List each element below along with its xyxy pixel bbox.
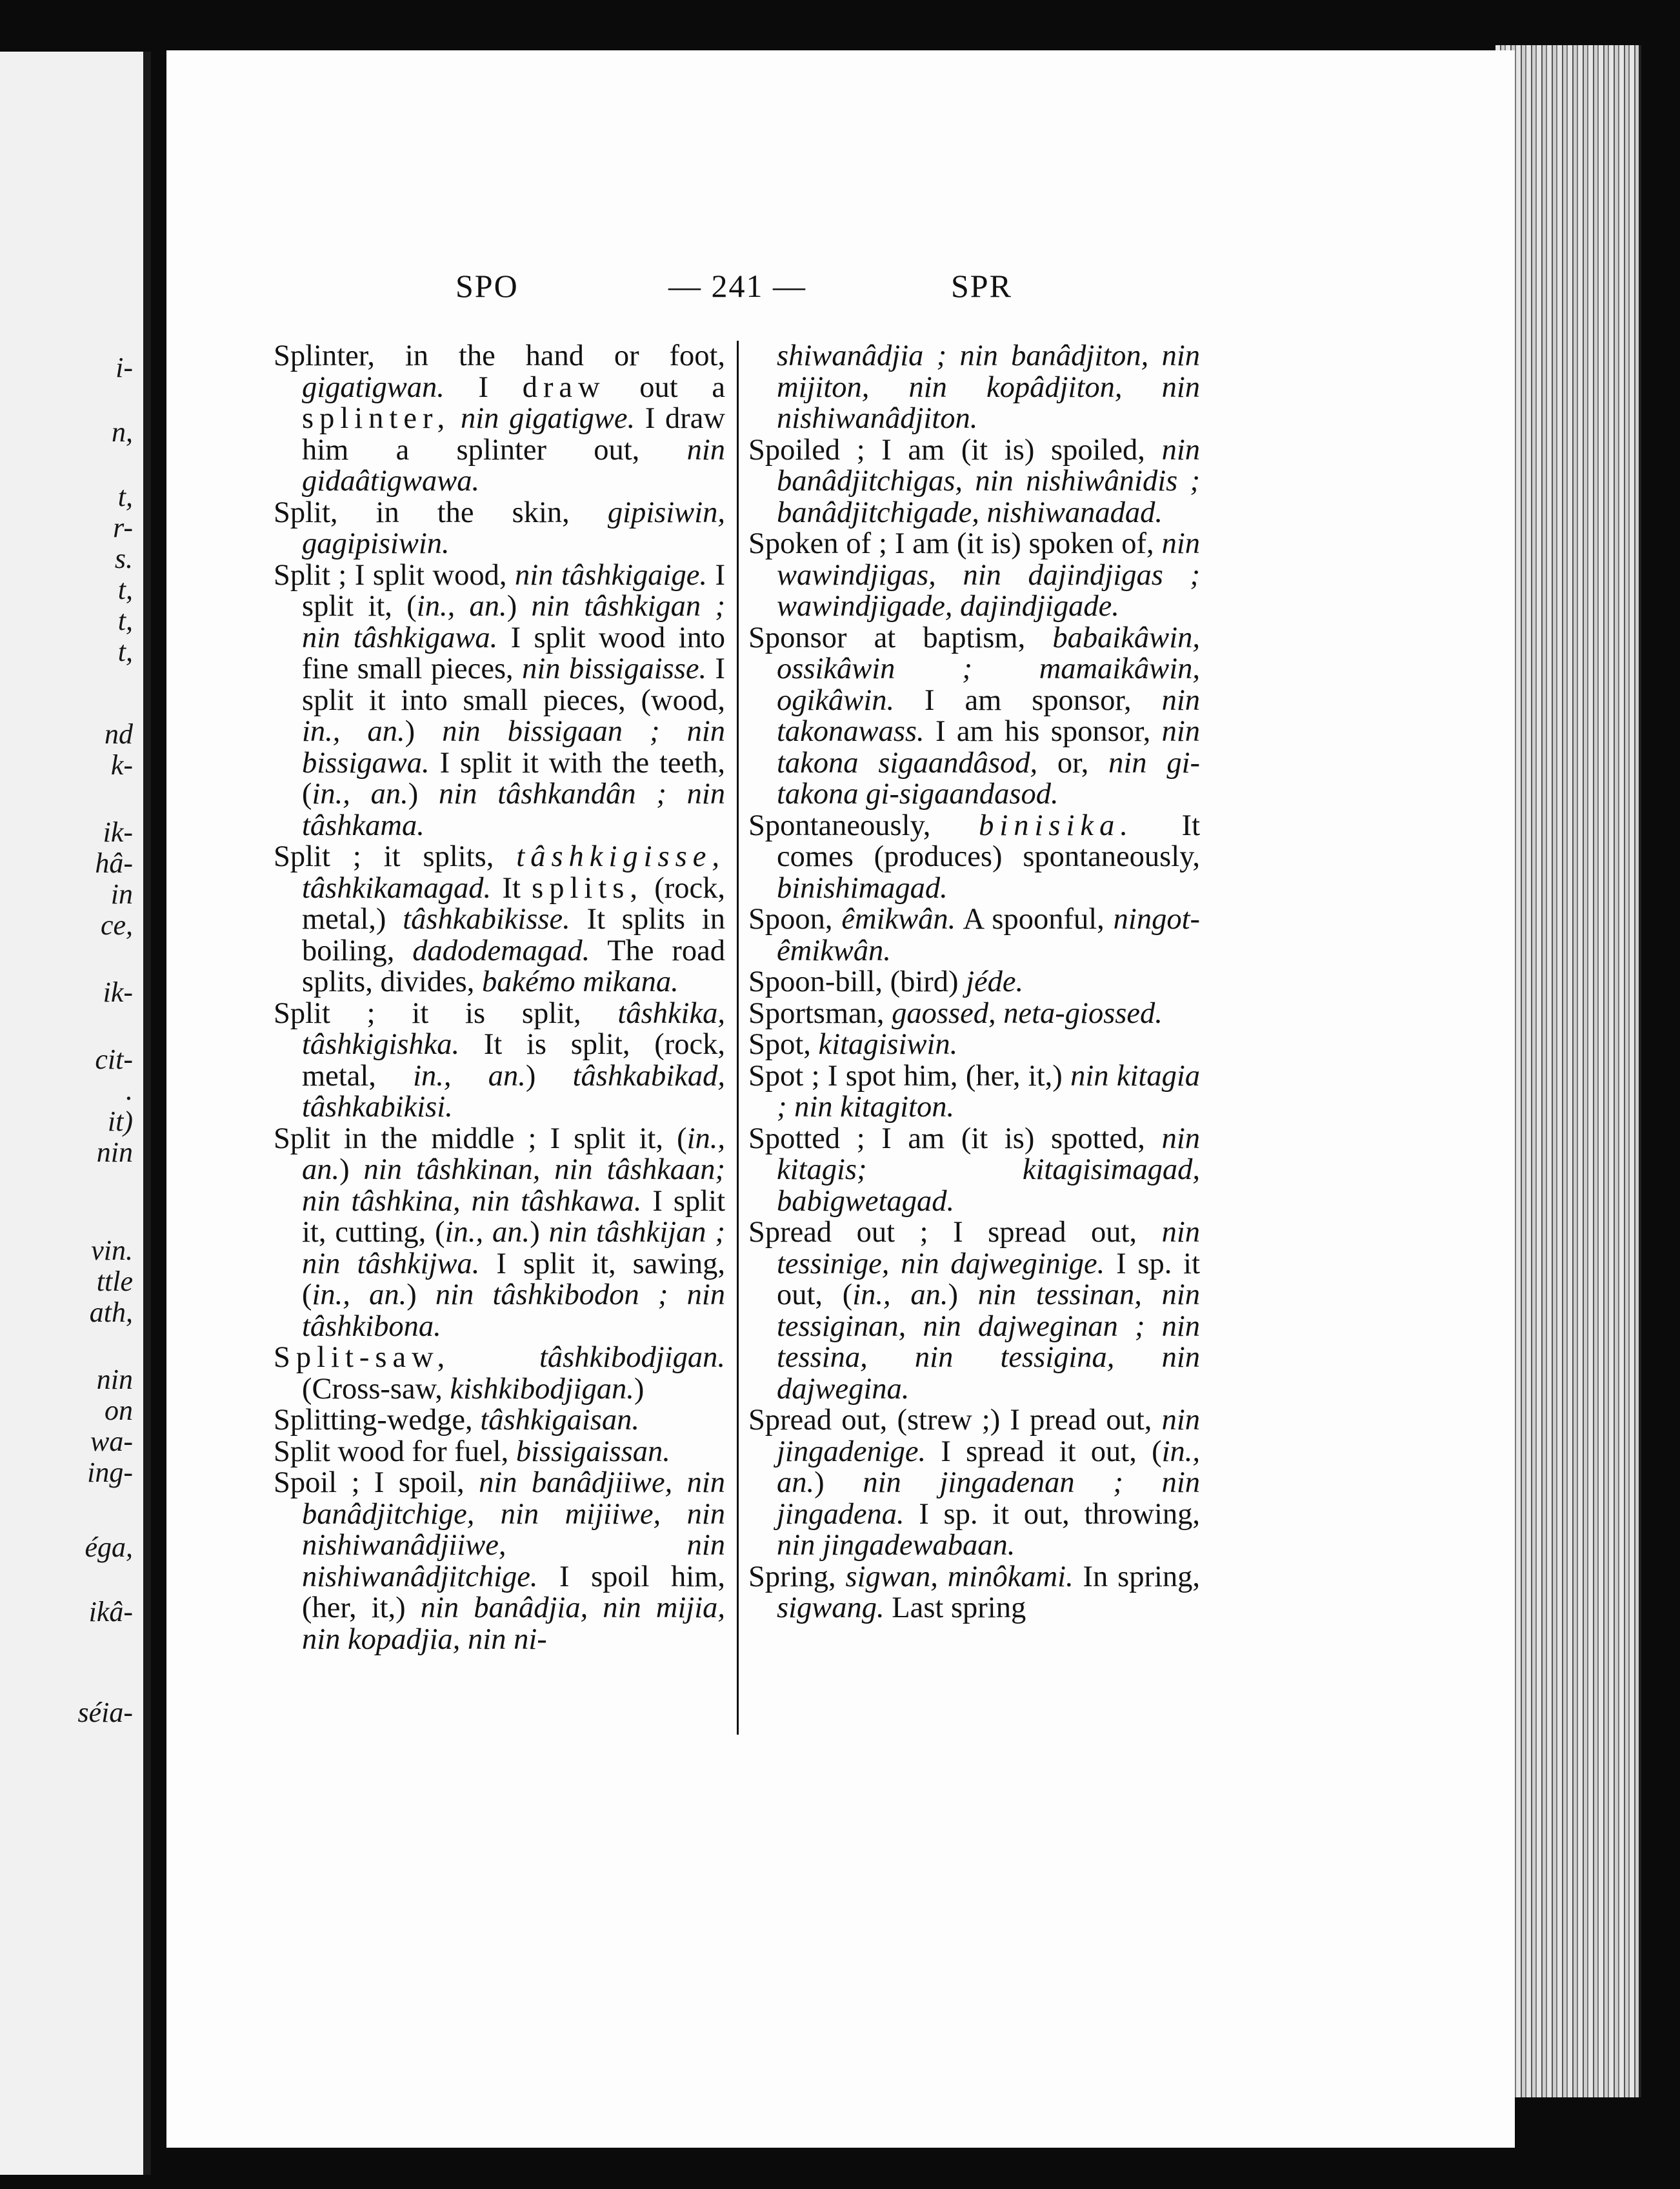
entry-text: Split ; it is split, [274,996,618,1030]
facing-page-fragment: r- [113,512,133,543]
entry-text: I am his sponsor, [924,715,1162,748]
entry-text: Spoiled ; I am (it is) spoiled, [748,433,1162,467]
facing-page-fragment: hâ- [95,847,133,879]
dictionary-entry [274,1468,725,1655]
facing-page-fragment: t, [117,574,133,605]
dictionary-entry [274,560,725,842]
entry-text: ) [814,1466,863,1499]
ojibwe-term: binisika. [979,809,1134,842]
ojibwe-term: nin tâshkinan, nin tâshkaan; nin tâshkina, nin tâshkawa. [302,1153,725,1218]
ojibwe-term: nin jingadewabaan. [777,1529,1015,1562]
entry-text: Split ; it splits, [274,840,517,873]
ojibwe-term: kitagisiwin. [818,1028,958,1061]
entry-text: I sp. it out, ( [777,1247,1201,1311]
ojibwe-term: nin takonawass. [777,683,1200,748]
entry-text: out a [605,370,725,404]
entry-text: Spotted ; I am (it is) spotted, [748,1122,1162,1155]
dictionary-entry [748,529,1200,623]
facing-page [0,52,151,2175]
entry-text [450,402,461,435]
entry-text: Split ; I split wood, [274,558,515,592]
ojibwe-term: shiwanâdjia ; nin banâdjiton, nin mijiton, nin kopâdjiton, nin nishiwanâdjiton. [777,339,1200,435]
entry-text: ) [948,1278,978,1311]
ojibwe-term: sigwan, minôkami. [845,1560,1074,1593]
ojibwe-term: gigatigwan. [302,370,445,404]
dictionary-entry [274,842,725,998]
entry-text: Last spring [884,1591,1026,1624]
ojibwe-term: jéde. [966,965,1024,998]
ojibwe-term: nin tâshkandân ; nin tâshkama. [302,778,725,842]
entry-text: ) [525,1059,573,1093]
ojibwe-term: nin wawindjigas, nin dajindjigas ; wawindjigade, dajindjigade. [777,527,1200,623]
right-column [748,341,1200,1624]
entry-text: Split-saw, [274,1341,451,1374]
dictionary-entry [748,967,1200,998]
entry-text: Sportsman, [748,996,892,1030]
ojibwe-term: dadodemagad. [412,934,590,967]
ojibwe-term: nin banâdjia, nin mijia, nin kopadjia, nin ni- [302,1591,725,1656]
facing-page-fragment: nd [105,718,133,750]
entry-text: I [444,370,523,404]
entry-text: Spread out ; I spread out, [748,1216,1162,1249]
dictionary-entry [274,498,725,560]
ojibwe-term: binishimagad. [777,871,948,905]
ojibwe-term: nin tessinige, nin dajweginige. [777,1216,1200,1280]
ojibwe-term: tâshkikamagad. [302,871,492,905]
entry-continuation [748,341,1200,435]
entry-text: Split, in the skin, [274,496,608,529]
entry-text: Sponsor at baptism, [748,621,1053,654]
entry-text: I split wood into fine small pieces, [302,621,725,685]
ojibwe-term: in., an. [302,1122,725,1186]
dictionary-entry [748,1029,1200,1061]
facing-page-fragment: t, [117,481,133,512]
dictionary-entry [748,811,1200,905]
ojibwe-term: ningot-êmikwân. [777,903,1200,967]
entry-text: Spontaneously, [748,809,979,842]
dictionary-entry [274,998,725,1124]
facing-page-fragment: wa- [90,1426,133,1457]
ojibwe-term: nin takona sigaandâsod, [777,715,1200,780]
ojibwe-term: babaikâwin, ossikâwin ; mamaikâwin, ogikâwin. [777,621,1200,717]
entry-text: A spoonful, [955,903,1114,936]
ojibwe-term: nin bissigaisse. [522,652,707,685]
entry-text: It comes (produces) spontaneously, [777,809,1200,873]
ojibwe-term: tâshkabikad, tâshkabikisi. [302,1059,725,1124]
dictionary-entry [274,1342,725,1405]
entry-text: or, [1037,746,1109,780]
entry-text: (rock, metal,) [302,871,726,936]
facing-page-fragment: ing- [87,1457,133,1488]
ojibwe-term: nin gidaâtigwawa. [302,433,725,498]
entry-text: Splinter, in the hand or foot, [274,339,725,372]
ojibwe-term: nin gi-takona gi-sigaandasod. [777,746,1200,811]
entry-text: I spoil him, (her, it,) [302,1560,725,1624]
facing-page-fragment: nin [96,1136,133,1168]
entry-text: ) [634,1372,645,1406]
entry-text: I split it, cutting, ( [302,1184,725,1249]
entry-text: splinter, [302,402,451,435]
facing-page-fragment: ce, [100,909,133,941]
entry-text: ) [506,590,532,623]
dictionary-entry [748,435,1200,529]
dictionary-entry [748,623,1200,811]
entry-text: I sp. it out, throwing, [904,1497,1200,1531]
facing-page-fragment: i- [115,352,133,383]
entry-text: Spring, [748,1560,846,1593]
facing-page-fragment: ikâ- [88,1596,133,1628]
entry-text: (Cross-saw, [302,1372,450,1406]
entry-text: I split it into small pieces, (wood, [302,652,725,717]
entry-text: I split it, sawing, ( [302,1247,725,1311]
entry-text: Splitting-wedge, [274,1404,481,1437]
ojibwe-term: nin banâdjiiwe, nin banâdjitchige, nin mijiiwe, nin nishiwanâdjiiwe, nin nishiwanâdjitchige. [302,1466,725,1593]
ojibwe-term: êmikwân. [841,903,956,936]
ojibwe-term: in., an. [777,1435,1200,1499]
dictionary-entry [274,1437,725,1468]
ojibwe-term: tâshkika, tâshkigishka. [302,996,725,1061]
facing-page-fragment: on [105,1395,133,1426]
left-column [274,341,725,1655]
dictionary-entry [274,1405,725,1437]
facing-page-fragment: t, [117,636,133,667]
entry-text: Split wood for fuel, [274,1435,516,1468]
dictionary-entry [748,904,1200,967]
facing-page-fragment: k- [110,749,133,781]
entry-text: I split it, ( [302,558,725,623]
running-head-left: SPO [455,268,519,304]
ojibwe-term: tâshkibodjigan. [539,1341,725,1374]
ojibwe-term: nin jingadenan ; nin jingadena. [777,1466,1200,1531]
facing-page-fragment: n, [112,416,133,448]
facing-page-fragment: in [110,878,133,910]
entry-text: Spot ; I spot him, (her, it,) [748,1059,1071,1093]
ojibwe-term: sigwang. [777,1591,885,1624]
entry-text: I am sponsor, [894,683,1162,717]
ojibwe-term: nin tâshkigan ; nin tâshkigawa. [302,590,725,654]
column-rule [737,341,739,1735]
ojibwe-term: nin tâshkigaige. [515,558,707,592]
facing-page-fragment: ath, [89,1296,133,1328]
entry-text: Split in the middle ; I split it, ( [274,1122,687,1155]
ojibwe-term: gipisiwin, gagipisiwin. [302,496,725,560]
entry-text: It is split, (rock, metal, [302,1028,725,1093]
facing-page-fragment: cit- [95,1044,133,1075]
ojibwe-term: in., an. [312,778,408,811]
ojibwe-term: bissigaissan. [515,1435,670,1468]
entry-text [450,1341,539,1374]
entry-text: I spread it out, ( [926,1435,1162,1468]
ojibwe-term: nin kitagis; kitagisimagad, babigwetagad. [777,1122,1200,1218]
entry-text: In spring, [1073,1560,1200,1593]
ojibwe-term: in., an. [416,590,507,623]
ojibwe-term: nin tâshkijan ; nin tâshkijwa. [302,1216,725,1280]
facing-page-fragment: séia- [77,1697,133,1728]
entry-text: Spoon-bill, (bird) [748,965,966,998]
dictionary-entry [748,1061,1200,1124]
ojibwe-term: tâshkigisse, [516,840,725,873]
entry-text: splits, [532,871,643,905]
entry-text: It splits in boiling, [302,903,725,967]
entry-text: I draw him a splinter out, [302,402,725,467]
entry-text: ) [408,778,439,811]
ojibwe-term: in., an. [302,715,405,748]
ojibwe-term: nin bissigaan ; nin bissigawa. [302,715,725,780]
ojibwe-term: nin kitagia ; nin kitagiton. [777,1059,1200,1124]
entry-text: ) [339,1153,364,1186]
ojibwe-term: tâshkigaisan. [480,1404,640,1437]
dictionary-entry [748,1562,1200,1624]
ojibwe-term: nin jingadenige. [777,1404,1200,1468]
dictionary-entry [274,341,725,498]
entry-text: I split it with the teeth, ( [302,746,725,811]
entry-text: ) [406,1278,435,1311]
page-number: — 241 — [668,268,806,304]
entry-text: Spoken of ; I am (it is) spoken of, [748,527,1162,560]
dictionary-entry [748,1217,1200,1405]
facing-page-fragment: nin [96,1364,133,1395]
ojibwe-term: nin gigatigwe. [460,402,635,435]
page-edge [1495,45,1641,2097]
ojibwe-term: in., an. [852,1278,948,1311]
entry-text: Spoil ; I spoil, [274,1466,479,1499]
ojibwe-term: nin banâdjitchigas, nin nishiwânidis ; banâdjitchigade, nishiwanadad. [777,433,1200,529]
facing-page-fragment: ik- [103,816,133,848]
ojibwe-term: in., an. [312,1278,407,1311]
entry-text: draw [522,370,606,404]
dictionary-entry [748,998,1200,1030]
ojibwe-term: tâshkabikisse. [403,903,570,936]
facing-page-fragment: éga, [85,1531,133,1563]
facing-page-fragment: t, [117,605,133,636]
facing-page-fragment: s. [114,543,133,574]
entry-text: ) [405,715,443,748]
facing-page-fragment: . [126,1074,133,1106]
dictionary-entry [274,1124,725,1343]
ojibwe-term: in., an. [413,1059,526,1093]
entry-text: Spoon, [748,903,842,936]
entry-text: Spot, [748,1028,819,1061]
facing-page-fragment: it) [107,1105,133,1137]
dictionary-entry [748,1405,1200,1562]
ojibwe-term: in., an. [445,1216,530,1249]
dictionary-entry [748,1124,1200,1218]
ojibwe-term: kishkibodjigan. [450,1372,634,1406]
entry-text: It [491,871,532,905]
running-head-right: SPR [951,268,1012,304]
ojibwe-term: bakémo mikana. [482,965,679,998]
entry-text: ) [530,1216,549,1249]
facing-page-fragment: vin. [91,1235,133,1266]
entry-text: The road splits, divides, [302,934,726,998]
ojibwe-term: gaossed, neta-giossed. [892,996,1163,1030]
facing-page-fragment: ik- [103,976,133,1008]
facing-page-fragment: ttle [96,1266,133,1297]
ojibwe-term: nin tâshkibodon ; nin tâshkibona. [302,1278,725,1343]
ojibwe-term: nin tessinan, nin tessiginan, nin dajweginan ; nin tessina, nin tessigina, nin dajwegina. [777,1278,1201,1406]
entry-text: Spread out, (strew ;) I pread out, [748,1404,1162,1437]
